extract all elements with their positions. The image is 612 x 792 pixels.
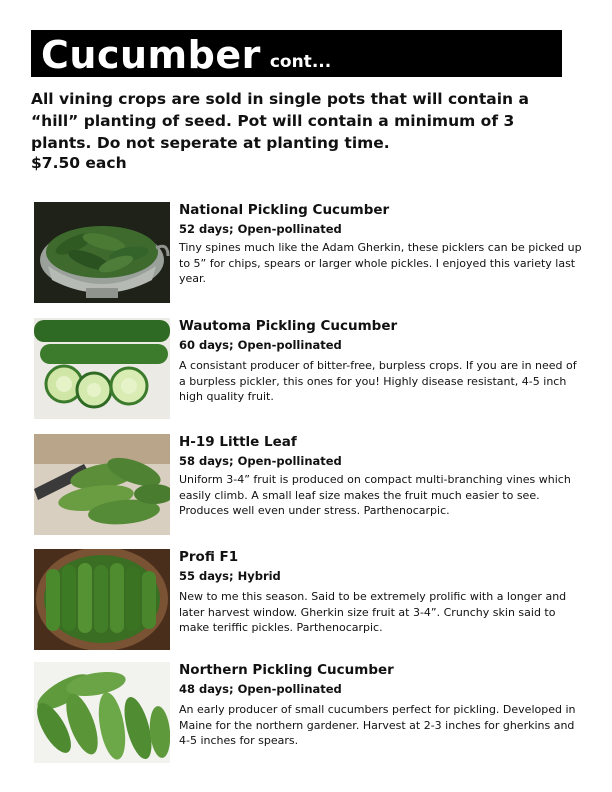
variety-days: 60 days; Open-pollinated [179, 338, 342, 352]
cucumber-photo [34, 549, 170, 650]
variety-description: Tiny spines much like the Adam Gherkin, these picklers can be picked up to 5” for chips, spears or larger whole pickles. I enjoyed this variety last year. [179, 241, 582, 285]
variety-days: 58 days; Open-pollinated [179, 454, 342, 468]
cucumber-photo [34, 318, 170, 419]
variety-name: Northern Pickling Cucumber [179, 662, 394, 678]
variety-name: National Pickling Cucumber [179, 202, 390, 218]
intro-text: All vining crops are sold in single pots that will contain a “hill” planting of seed. Pot will contain a minimum of 3 plants. Do not seperate at planting time. [31, 90, 529, 152]
variety-item [34, 549, 589, 653]
variety-description: A consistant producer of bitter-free, burpless crops. If you are in need of a burpless pickler, this ones for you! Highly disease resistant, 4-5 inch high quality fruit. [179, 359, 577, 403]
variety-days: 55 days; Hybrid [179, 569, 281, 583]
page-title: Cucumber [41, 33, 261, 77]
variety-name: H-19 Little Leaf [179, 434, 297, 450]
cucumber-photo [34, 202, 170, 303]
variety-name: Wautoma Pickling Cucumber [179, 318, 398, 334]
cucumber-photo [34, 662, 170, 763]
variety-item [34, 434, 589, 538]
variety-description: Uniform 3-4” fruit is produced on compact multi-branching vines which easily climb. A small leaf size makes the fruit much easier to see. Produces well even under stress. Parthenocarpic. [179, 473, 571, 517]
page-subtitle: cont... [269, 52, 332, 72]
variety-description: An early producer of small cucumbers perfect for pickling. Developed in Maine for the northern gardener. Harvest at 2-3 inches for gherkins and 4-5 inches for spears. [179, 703, 576, 747]
title-banner [31, 30, 562, 77]
variety-days: 48 days; Open-pollinated [179, 682, 342, 696]
variety-description: New to me this season. Said to be extremely prolific with a longer and later harvest window. Gherkin size fruit at 3-4”. Crunchy skin said to make teriffic pickles. Parthenocarpic. [179, 590, 567, 634]
variety-name: Profi F1 [179, 549, 239, 565]
variety-item [34, 318, 589, 422]
variety-item [34, 202, 589, 306]
variety-item [34, 662, 589, 766]
price-text: $7.50 each [31, 154, 127, 172]
variety-days: 52 days; Open-pollinated [179, 222, 342, 236]
cucumber-photo [34, 434, 170, 535]
